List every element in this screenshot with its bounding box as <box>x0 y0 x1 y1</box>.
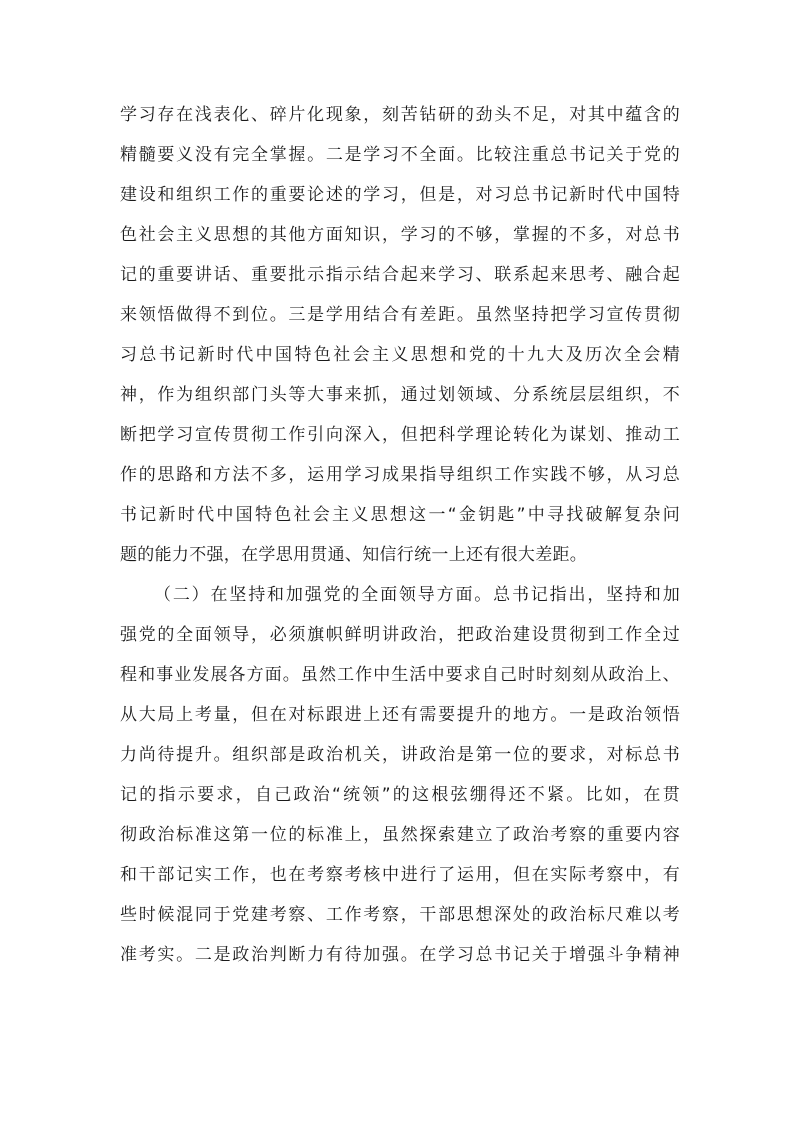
text-line-19: 彻政治标准这第一位的标准上，虽然探索建立了政治考察的重要内容 <box>120 825 680 845</box>
text-line-12: 题的能力不强，在学思用贯通、知信行统一上还有很大差距。 <box>120 545 588 565</box>
text-line-11: 书记新时代中国特色社会主义思想这一“金钥匙”中寻找破解复杂问 <box>120 505 680 525</box>
section-heading-line: （二）在坚持和加强党的全面领导方面。总书记指出，坚持和加 <box>154 585 680 605</box>
text-line-2: 精髓要义没有完全掌握。二是学习不全面。比较注重总书记关于党的 <box>120 145 680 165</box>
text-line-22: 准考实。二是政治判断力有待加强。在学习总书记关于增强斗争精神 <box>120 945 680 965</box>
text-line-5: 记的重要讲话、重要批示指示结合起来学习、联系起来思考、融合起 <box>120 265 680 285</box>
text-line-8: 神，作为组织部门头等大事来抓，通过划领域、分系统层层组织，不 <box>120 385 680 405</box>
text-line-6: 来领悟做得不到位。三是学用结合有差距。虽然坚持把学习宣传贯彻 <box>120 305 680 325</box>
text-line-16: 从大局上考量，但在对标跟进上还有需要提升的地方。一是政治领悟 <box>120 705 680 725</box>
text-line-10: 作的思路和方法不多，运用学习成果指导组织工作实践不够，从习总 <box>120 465 680 485</box>
text-line-3: 建设和组织工作的重要论述的学习，但是，对习总书记新时代中国特 <box>120 185 680 205</box>
text-line-15: 程和事业发展各方面。虽然工作中生活中要求自己时时刻刻从政治上、 <box>120 665 680 685</box>
text-line-1: 学习存在浅表化、碎片化现象，刻苦钻研的劲头不足，对其中蕴含的 <box>120 105 680 125</box>
text-line-17: 力尚待提升。组织部是政治机关，讲政治是第一位的要求，对标总书 <box>120 745 680 765</box>
text-line-20: 和干部记实工作，也在考察考核中进行了运用，但在实际考察中，有 <box>120 865 680 885</box>
text-line-7: 习总书记新时代中国特色社会主义思想和党的十九大及历次全会精 <box>120 345 680 365</box>
text-line-9: 断把学习宣传贯彻工作引向深入，但把科学理论转化为谋划、推动工 <box>120 425 680 445</box>
text-line-21: 些时候混同于党建考察、工作考察，干部思想深处的政治标尺难以考 <box>120 905 680 925</box>
text-line-14: 强党的全面领导，必须旗帜鲜明讲政治，把政治建设贯彻到工作全过 <box>120 625 680 645</box>
text-line-18: 记的指示要求，自己政治“统领”的这根弦绷得还不紧。比如，在贯 <box>120 785 680 805</box>
text-line-4: 色社会主义思想的其他方面知识，学习的不够，掌握的不多，对总书 <box>120 225 680 245</box>
